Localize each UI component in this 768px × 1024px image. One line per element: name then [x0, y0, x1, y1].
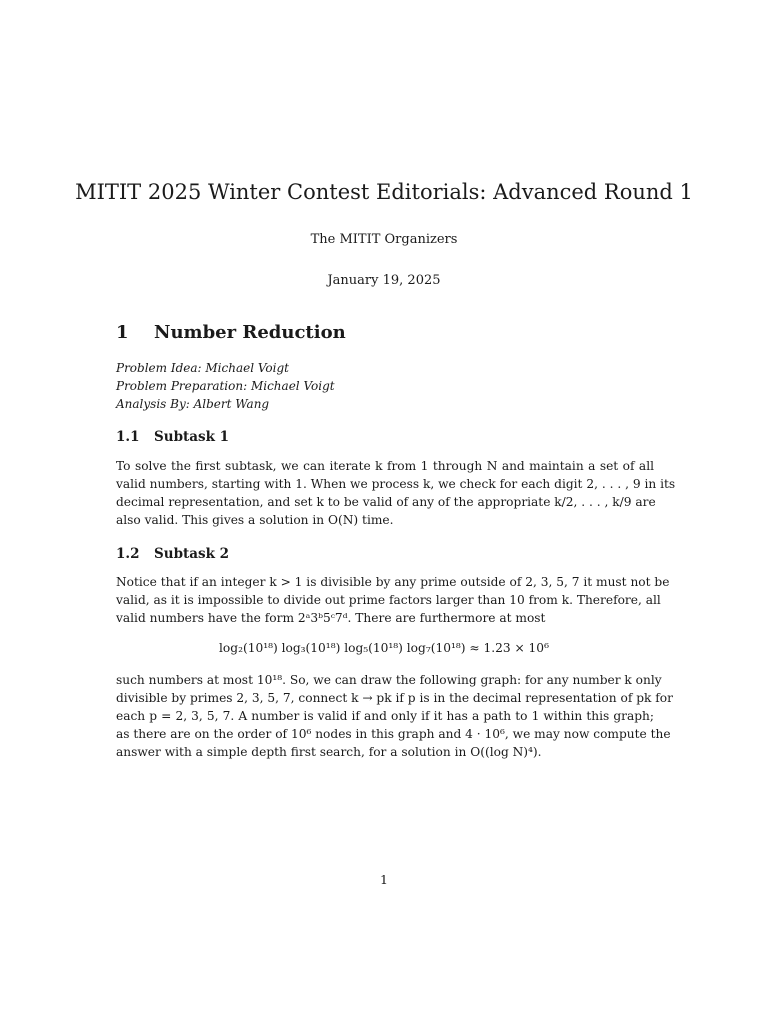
subsection-title: Subtask 2 [154, 546, 230, 562]
document-author: The MITIT Organizers [310, 232, 458, 247]
paragraph-line: also valid. This gives a solution in O(N) time. [116, 513, 394, 527]
paragraph-line: valid, as it is impossible to divide out prime factors larger than 10 from k. Therefore, all [116, 593, 661, 607]
paragraph-line: each p = 2, 3, 5, 7. A number is valid if and only if it has a path to 1 within this graph; [116, 709, 654, 723]
credit-problem-preparation: Problem Preparation: Michael Voigt [116, 379, 335, 393]
paragraph-line: divisible by primes 2, 3, 5, 7, connect k → pk if p is in the decimal representation of pk for [116, 691, 673, 705]
paragraph-line: such numbers at most 10¹⁸. So, we can draw the following graph: for any number k only [116, 673, 662, 687]
page-number: 1 [380, 872, 388, 887]
paragraph-line: To solve the first subtask, we can iterate k from 1 through N and maintain a set of all [116, 459, 654, 473]
paragraph-line: valid numbers, starting with 1. When we process k, we check for each digit 2, . . . , 9 in its [116, 477, 676, 491]
subsection-heading-1 [116, 429, 229, 445]
paragraph-line: Notice that if an integer k > 1 is divisible by any prime outside of 2, 3, 5, 7 it must not be [116, 575, 670, 589]
document-title: MITIT 2025 Winter Contest Editorials: Advanced Round 1 [75, 180, 693, 204]
subtask-2-paragraph-a [116, 573, 670, 627]
subtask-2-paragraph-b [116, 671, 673, 761]
paragraph-line: answer with a simple depth first search, for a solution in O((log N)⁴). [116, 745, 542, 759]
subsection-number: 1.2 [116, 546, 140, 562]
credit-analysis-by: Analysis By: Albert Wang [116, 397, 270, 411]
document-date: January 19, 2025 [327, 273, 441, 288]
subsection-number: 1.1 [116, 429, 140, 445]
section-title: Number Reduction [154, 322, 346, 343]
paragraph-line: valid numbers have the form 2ᵃ3ᵇ5ᶜ7ᵈ. There are furthermore at most [116, 611, 546, 625]
display-equation: log₂(10¹⁸) log₃(10¹⁸) log₅(10¹⁸) log₇(10¹⁸) ≈ 1.23 × 10⁶ [219, 641, 549, 655]
paragraph-line: decimal representation, and set k to be valid of any of the appropriate k/2, . . . , k/9 are [116, 495, 656, 509]
section-heading [116, 322, 346, 343]
credit-problem-idea: Problem Idea: Michael Voigt [116, 361, 289, 375]
section-number: 1 [116, 322, 129, 343]
subtask-1-paragraph [116, 457, 676, 529]
subsection-title: Subtask 1 [154, 429, 230, 445]
problem-credits [116, 359, 335, 413]
subsection-heading-2 [116, 546, 229, 562]
paragraph-line: as there are on the order of 10⁶ nodes in this graph and 4 · 10⁶, we may now compute the [116, 727, 671, 741]
